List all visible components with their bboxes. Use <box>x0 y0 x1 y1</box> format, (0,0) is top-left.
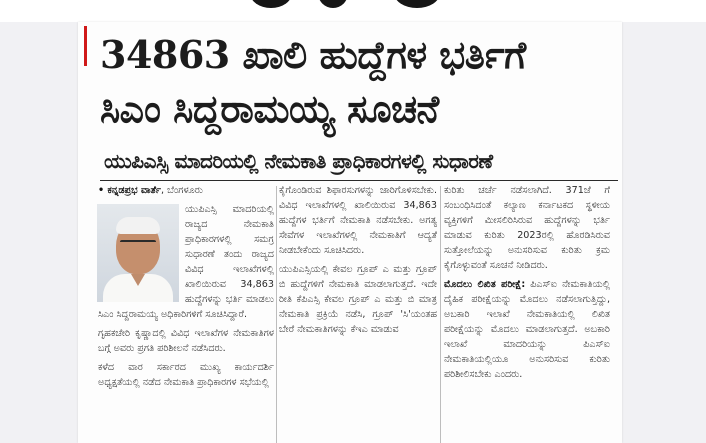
previous-headline-fragment <box>394 0 440 8</box>
paragraph-text: ಪಿಎಸ್ಐ ನೇಮಕಾತಿಯಲ್ಲಿ ದೈಹಿಕ ಪರೀಕ್ಷೆಯನ್ನು ಮೊದಲು ನಡೆಸಲಾಗುತ್ತಿದ್ದು, ಅಬಕಾರಿ ಇಲಾಖೆ ನೇಮಕಾತಿಯಲ್ಲಿ ಲಿಖಿತ ಪರೀಕ್ಷೆಯನ್ನು ಮೊದಲು ಮಾಡಲಾಗುತ್ತದೆ. ಅಬಕಾರಿ ಇಲಾಖೆ ಮಾದರಿಯನ್ನು ಪಿಎಸ್ಐ ನೇಮಕಾತಿಯಲ್ಲಿಯೂ ಅನುಸರಿಸುವ ಕುರಿತು ಪರಿಶೀಲಿಸಬೇಕು ಎಂದರು. <box>444 279 610 380</box>
paragraph: ಕುರಿತು ಚರ್ಚೆ ನಡೆಸಲಾಗಿದೆ. 371ಜೆ ಗೆ ಸಂಬಂಧಿಸಿದಂತೆ ಕಲ್ಯಾಣ ಕರ್ನಾಟಕದ ಸ್ಥಳೀಯ ವ್ಯಕ್ತಿಗಳಿಗೆ ಮೀಸಲಿರಿಸಿರುವ ಹುದ್ದೆಗಳನ್ನು ಭರ್ತಿ ಮಾಡುವ ಕುರಿತು 2023ರಲ್ಲಿ ಹೊರಡಿಸಿರುವ ಸುತ್ತೋಲೆಯನ್ನು ಅನುಸರಿಸುವ ಕುರಿತು ಕ್ರಮ ಕೈಗೊಳ್ಳುವಂತೆ ಸೂಚನೆ ನೀಡಿದರು. <box>444 185 610 271</box>
byline <box>98 183 274 198</box>
divider-rule <box>100 180 618 181</box>
column-divider <box>276 186 277 443</box>
photo-glasses <box>120 240 156 249</box>
paragraph: ಕಳೆದ ವಾರ ಸರ್ಕಾರದ ಮುಖ್ಯ ಕಾರ್ಯದರ್ಶಿ ಅಧ್ಯಕ್ಷತೆಯಲ್ಲಿ ನಡೆದ ನೇಮಕಾತಿ ಪ್ರಾಧಿಕಾರಗಳ ಸಭೆಯಲ್ಲಿ <box>98 362 274 388</box>
top-strip <box>0 0 706 22</box>
article-column-1 <box>98 183 274 394</box>
newspaper-clipping <box>78 22 622 443</box>
portrait-photo <box>97 204 179 302</box>
photo-hair <box>116 217 160 234</box>
article-column-2 <box>279 183 437 341</box>
left-margin <box>0 22 78 443</box>
section-subhead: ಮೊದಲು ಲಿಖಿತ ಪರೀಕ್ಷೆ: <box>444 279 526 290</box>
column-divider <box>440 186 441 443</box>
subheadline: ಯುಪಿಎಸ್ಸಿ ಮಾದರಿಯಲ್ಲಿ ನೇಮಕಾತಿ ಪ್ರಾಧಿಕಾರಗಳಲ್ಲಿ ಸುಧಾರಣೆ <box>104 149 493 173</box>
paragraph: ಯುಪಿಎಸ್ಸಿಯಲ್ಲಿ ಕೇವಲ ಗ್ರೂಪ್ ಎ ಮತ್ತು ಗ್ರೂಪ್ ಬಿ ಹುದ್ದೆಗಳಿಗೆ ನೇಮಕಾತಿ ಮಾಡಲಾಗುತ್ತದೆ. ಇದೇ ರೀತಿ ಕೆಪಿಎಸ್ಸಿ ಕೇವಲ ಗ್ರೂಪ್ ಎ ಮತ್ತು ಬಿ ಮಾತ್ರ ನೇಮಕಾತಿ ಪ್ರಕ್ರಿಯೆ ನಡೆಸಿ, ಗ್ರೂಪ್ 'ಸಿ'ಯಂತಹ ಬೇರೆ ನೇಮಕಾತಿಗಳನ್ನು ಕೆಇಎ ಮಾಡುವ <box>279 264 437 335</box>
paragraph: ಕೈಗೊಂಡಿರುವ ಶಿಫಾರಸುಗಳನ್ನು ಜಾರಿಗೊಳಿಸಬೇಕು. ವಿವಿಧ ಇಲಾಖೆಗಳಲ್ಲಿ ಖಾಲಿಯಿರುವ 34,863 ಹುದ್ದೆಗಳ ಭರ್ತಿಗೆ ನೇಮಕಾತಿ ನಡೆಸಬೇಕು. ಅಗತ್ಯ ಸೇವೆಗಳ ಇಲಾಖೆಗಳಲ್ಲಿ ನೇಮಕಾತಿಗೆ ಆದ್ಯತೆ ನೀಡಬೇಕೆಂದು ಸೂಚಿಸಿದರು. <box>279 185 437 256</box>
headline-line-2: ಸಿಎಂ ಸಿದ್ದರಾಮಯ್ಯ ಸೂಚನೆ <box>100 86 439 131</box>
accent-bar <box>84 26 87 66</box>
paragraph-text: ಯುಪಿಎಸ್ಸಿ ಮಾದರಿಯಲ್ಲಿ ರಾಜ್ಯದ ನೇಮಕಾತಿ ಪ್ರಾಧಿಕಾರಗಳಲ್ಲಿ ಸಮಗ್ರ ಸುಧಾರಣೆ ತಂದು ರಾಜ್ಯದ ವಿವಿಧ ಇಲಾಖೆಗಳಲ್ಲಿ ಖಾಲಿಯಿರುವ 34,863 ಹುದ್ದೆಗಳನ್ನು ಭರ್ತಿ ಮಾಡಲು ಸಿಎಂ ಸಿದ್ದರಾಮಯ್ಯ ಅಧಿಕಾರಿಗಳಿಗೆ ಸೂಚಿಸಿದ್ದಾರೆ. <box>98 204 274 320</box>
paragraph <box>98 202 274 322</box>
byline-place: , ಬೆಂಗಳೂರು <box>160 185 203 196</box>
paragraph: ಗೃಹಕಚೇರಿ ಕೃಷ್ಣಾದಲ್ಲಿ ವಿವಿಧ ಇಲಾಖೆಗಳ ನೇಮಕಾತಿಗಳ ಬಗ್ಗೆ ಅವರು ಪ್ರಗತಿ ಪರಿಶೀಲನೆ ನಡೆಸಿದರು. <box>98 328 274 354</box>
article-column-3 <box>444 183 610 386</box>
byline-source: • ಕನ್ನಡಪ್ರಭ ವಾರ್ತೆ <box>98 185 161 196</box>
previous-headline-fragment <box>250 0 292 8</box>
paragraph <box>444 277 610 382</box>
headline-line-1: 34863 ಖಾಲಿ ಹುದ್ದೆಗಳ ಭರ್ತಿಗೆ <box>100 32 526 77</box>
right-margin <box>622 22 706 443</box>
previous-headline-fragment <box>318 0 348 8</box>
